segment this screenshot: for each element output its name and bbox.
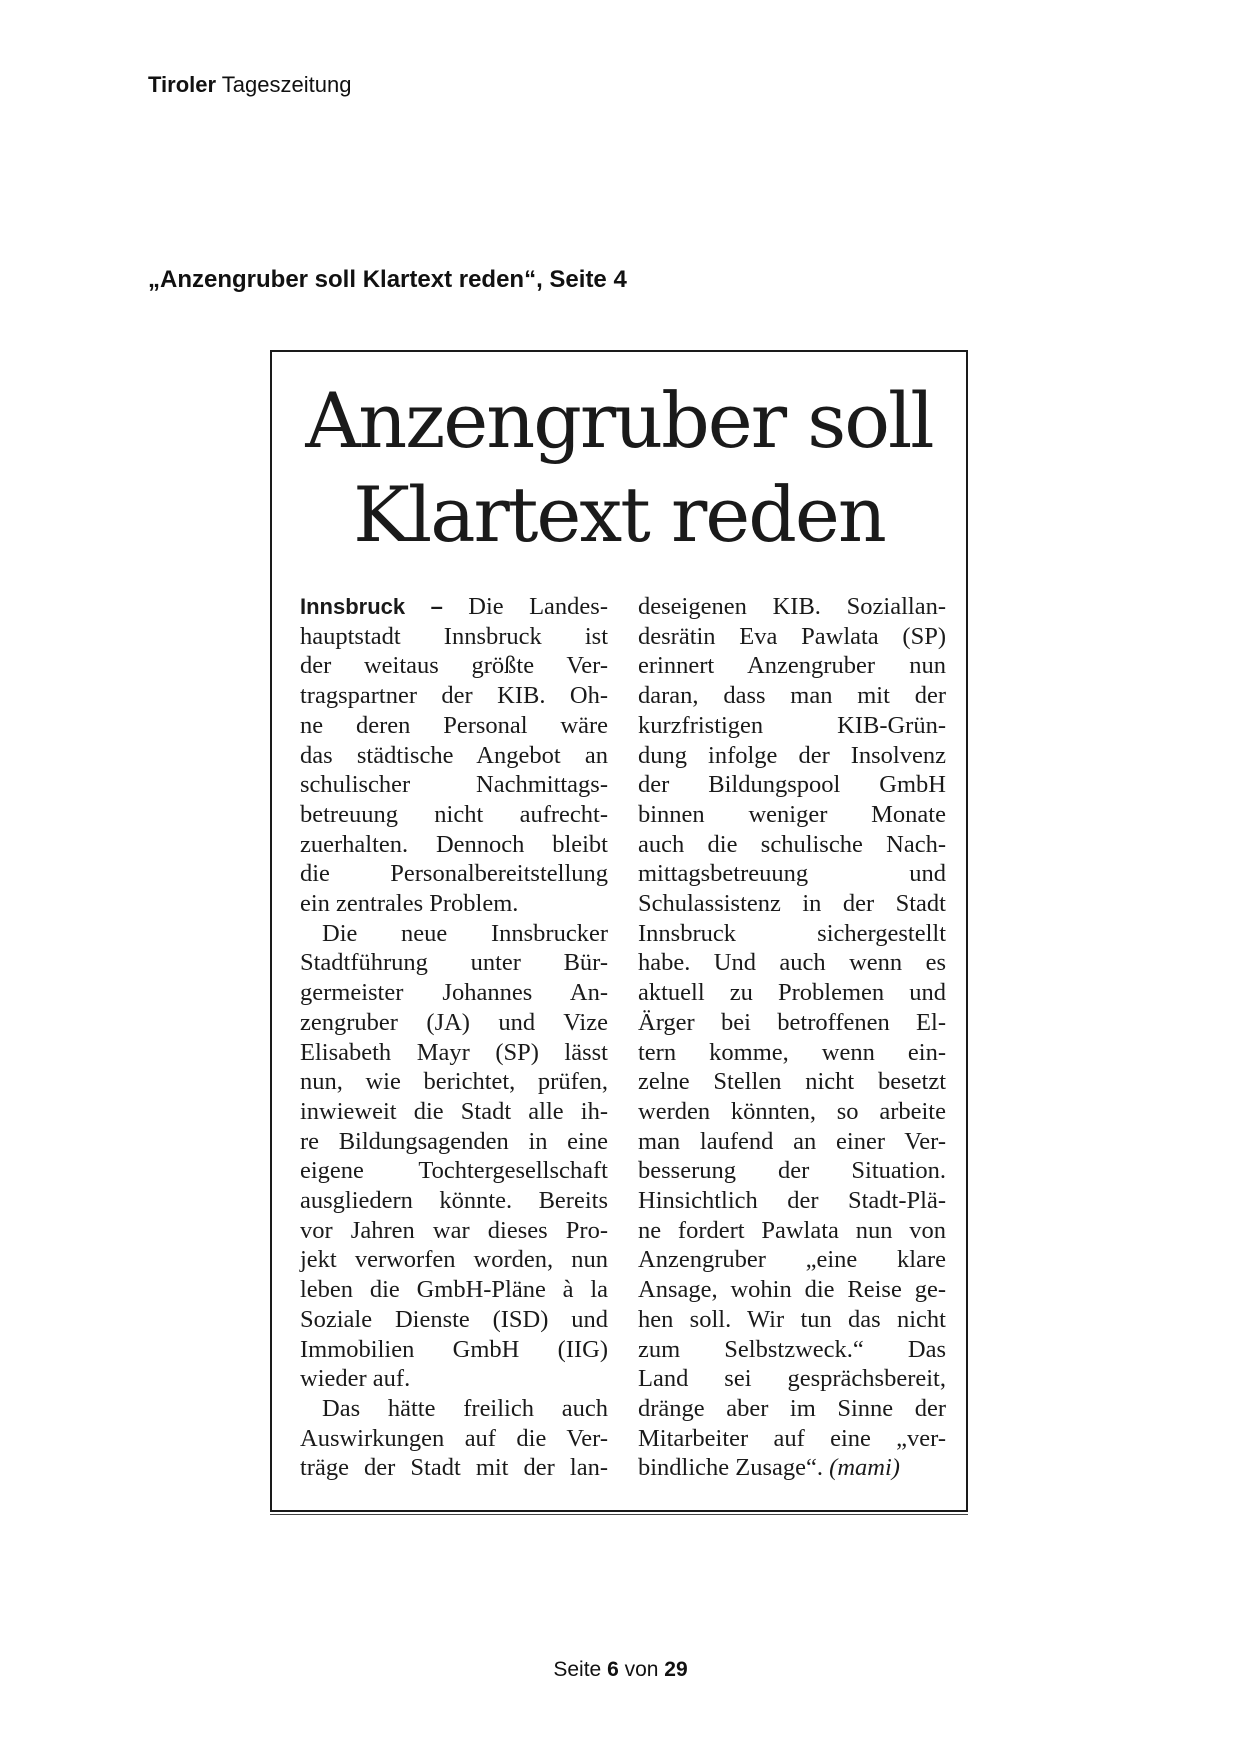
article-text-line: die Personalbereitstellung: [300, 860, 608, 888]
article-text-line: re Bildungsagenden in eine: [300, 1127, 608, 1155]
article-text-line: zuerhalten. Dennoch bleibt: [300, 830, 608, 858]
publication-name-bold: Tiroler: [148, 72, 217, 97]
headline-line-1: Anzengruber soll: [305, 376, 933, 465]
article-text-line: erinnert Anzengruber nun: [638, 652, 946, 680]
article-last-line: [638, 1453, 946, 1483]
article-text-line: inwieweit die Stadt alle ih-: [300, 1097, 608, 1125]
article-text-line: Auswirkungen auf die Ver-: [300, 1424, 608, 1452]
article-text-line: Stadtführung unter Bür-: [300, 949, 608, 977]
article-text-line: binnen weniger Monate: [638, 800, 946, 828]
footer-middle: von: [624, 1658, 659, 1681]
article-text-line: wieder auf.: [300, 1365, 411, 1393]
article-text-line: der Bildungspool GmbH: [638, 771, 946, 799]
article-text-line: Soziale Dienste (ISD) und: [300, 1305, 608, 1333]
article-text-line: Land sei gesprächsbereit,: [638, 1365, 946, 1393]
article-text-line: träge der Stadt mit der lan-: [300, 1454, 608, 1482]
clipping-bottom-rule: [270, 1514, 968, 1515]
article-text-line: mittagsbetreuung und: [638, 860, 946, 888]
article-text-line: zengruber (JA) und Vize: [300, 1008, 608, 1036]
article-text-line: auch die schulische Nach-: [638, 830, 946, 858]
article-text-line: zum Selbstzweck.“ Das: [638, 1335, 946, 1363]
article-text-line: Das hätte freilich auch: [322, 1394, 608, 1422]
article-text-line: Die neue Innsbrucker: [322, 919, 608, 947]
article-text-line: Schulassistenz in der Stadt: [638, 890, 946, 918]
article-text-line: Elisabeth Mayr (SP) lässt: [300, 1038, 608, 1066]
article-text-line: Ansage, wohin die Reise ge-: [638, 1276, 946, 1304]
article-text-line: kurzfristigen KIB-Grün-: [638, 711, 946, 739]
footer-page-number: 6: [607, 1658, 619, 1681]
article-text-line: leben die GmbH-Pläne à la: [300, 1276, 608, 1304]
article-text-line: germeister Johannes An-: [300, 979, 608, 1007]
article-text-line: tern komme, wenn ein-: [638, 1038, 946, 1066]
author-initials: (mami): [829, 1454, 900, 1482]
headline-line-2: Klartext reden: [353, 470, 885, 559]
article-column-left: [300, 592, 608, 1483]
article-text-line: bindliche Zusage“.: [638, 1454, 824, 1482]
footer-prefix: Seite: [553, 1658, 602, 1681]
article-text-line: vor Jahren war dieses Pro-: [300, 1216, 608, 1244]
article-text-line: deseigenen KIB. Soziallan-: [638, 593, 946, 620]
publication-name-rest: Tageszeitung: [221, 72, 352, 97]
article-text-line: das städtische Angebot an: [300, 741, 608, 769]
article-clipping: [270, 350, 968, 1512]
article-text-line: habe. Und auch wenn es: [638, 949, 946, 977]
article-text-line: zelne Stellen nicht besetzt: [638, 1068, 946, 1096]
article-text-line: ne deren Personal wäre: [300, 711, 608, 739]
article-text-line: ein zentrales Problem.: [300, 890, 519, 918]
article-text-line: Die Landes-: [468, 593, 608, 620]
page-footer: [0, 1658, 1241, 1682]
article-column-right: [638, 592, 946, 1483]
article-text-line: desrätin Eva Pawlata (SP): [638, 622, 946, 650]
article-text-line: man laufend an einer Ver-: [638, 1127, 946, 1155]
article-text-line: hen soll. Wir tun das nicht: [638, 1305, 946, 1333]
article-text-line: jekt verworfen worden, nun: [300, 1246, 608, 1274]
article-text-line: ausgliedern könnte. Bereits: [300, 1187, 608, 1215]
article-text-line: aktuell zu Problemen und: [638, 979, 946, 1007]
article-text-line: schulischer Nachmittags-: [300, 771, 608, 799]
article-text-line: nun, wie berichtet, prüfen,: [300, 1068, 608, 1096]
article-text-line: eigene Tochtergesellschaft: [300, 1157, 608, 1185]
article-text-line: besserung der Situation.: [638, 1157, 946, 1185]
article-text-line: werden könnten, so arbeite: [638, 1097, 946, 1125]
article-text-line: Innsbruck sichergestellt: [638, 919, 946, 947]
article-headline: [272, 374, 966, 562]
article-text-line: ne fordert Pawlata nun von: [638, 1216, 946, 1244]
publication-header: [148, 72, 351, 98]
article-text-line: Immobilien GmbH (IIG): [300, 1335, 608, 1363]
article-first-line: [300, 592, 608, 622]
article-text-line: tragspartner der KIB. Oh-: [300, 682, 608, 710]
article-text-line: dränge aber im Sinne der: [638, 1394, 946, 1422]
article-text-line: Hinsichtlich der Stadt-Plä-: [638, 1187, 946, 1215]
article-text-line: Anzengruber „eine klare: [638, 1246, 946, 1274]
article-text-line: dung infolge der Insolvenz: [638, 741, 946, 769]
article-text-line: Ärger bei betroffenen El-: [638, 1008, 946, 1036]
article-text-line: betreuung nicht aufrecht-: [300, 800, 608, 828]
article-text-line: Mitarbeiter auf eine „ver-: [638, 1424, 946, 1452]
footer-total-pages: 29: [664, 1658, 688, 1681]
article-text-line: der weitaus größte Ver-: [300, 652, 608, 680]
article-text-line: hauptstadt Innsbruck ist: [300, 622, 608, 650]
clipping-title: „Anzengruber soll Klartext reden“, Seite 4: [148, 266, 627, 293]
article-text-line: daran, dass man mit der: [638, 682, 946, 710]
dateline: Innsbruck –: [300, 594, 443, 619]
